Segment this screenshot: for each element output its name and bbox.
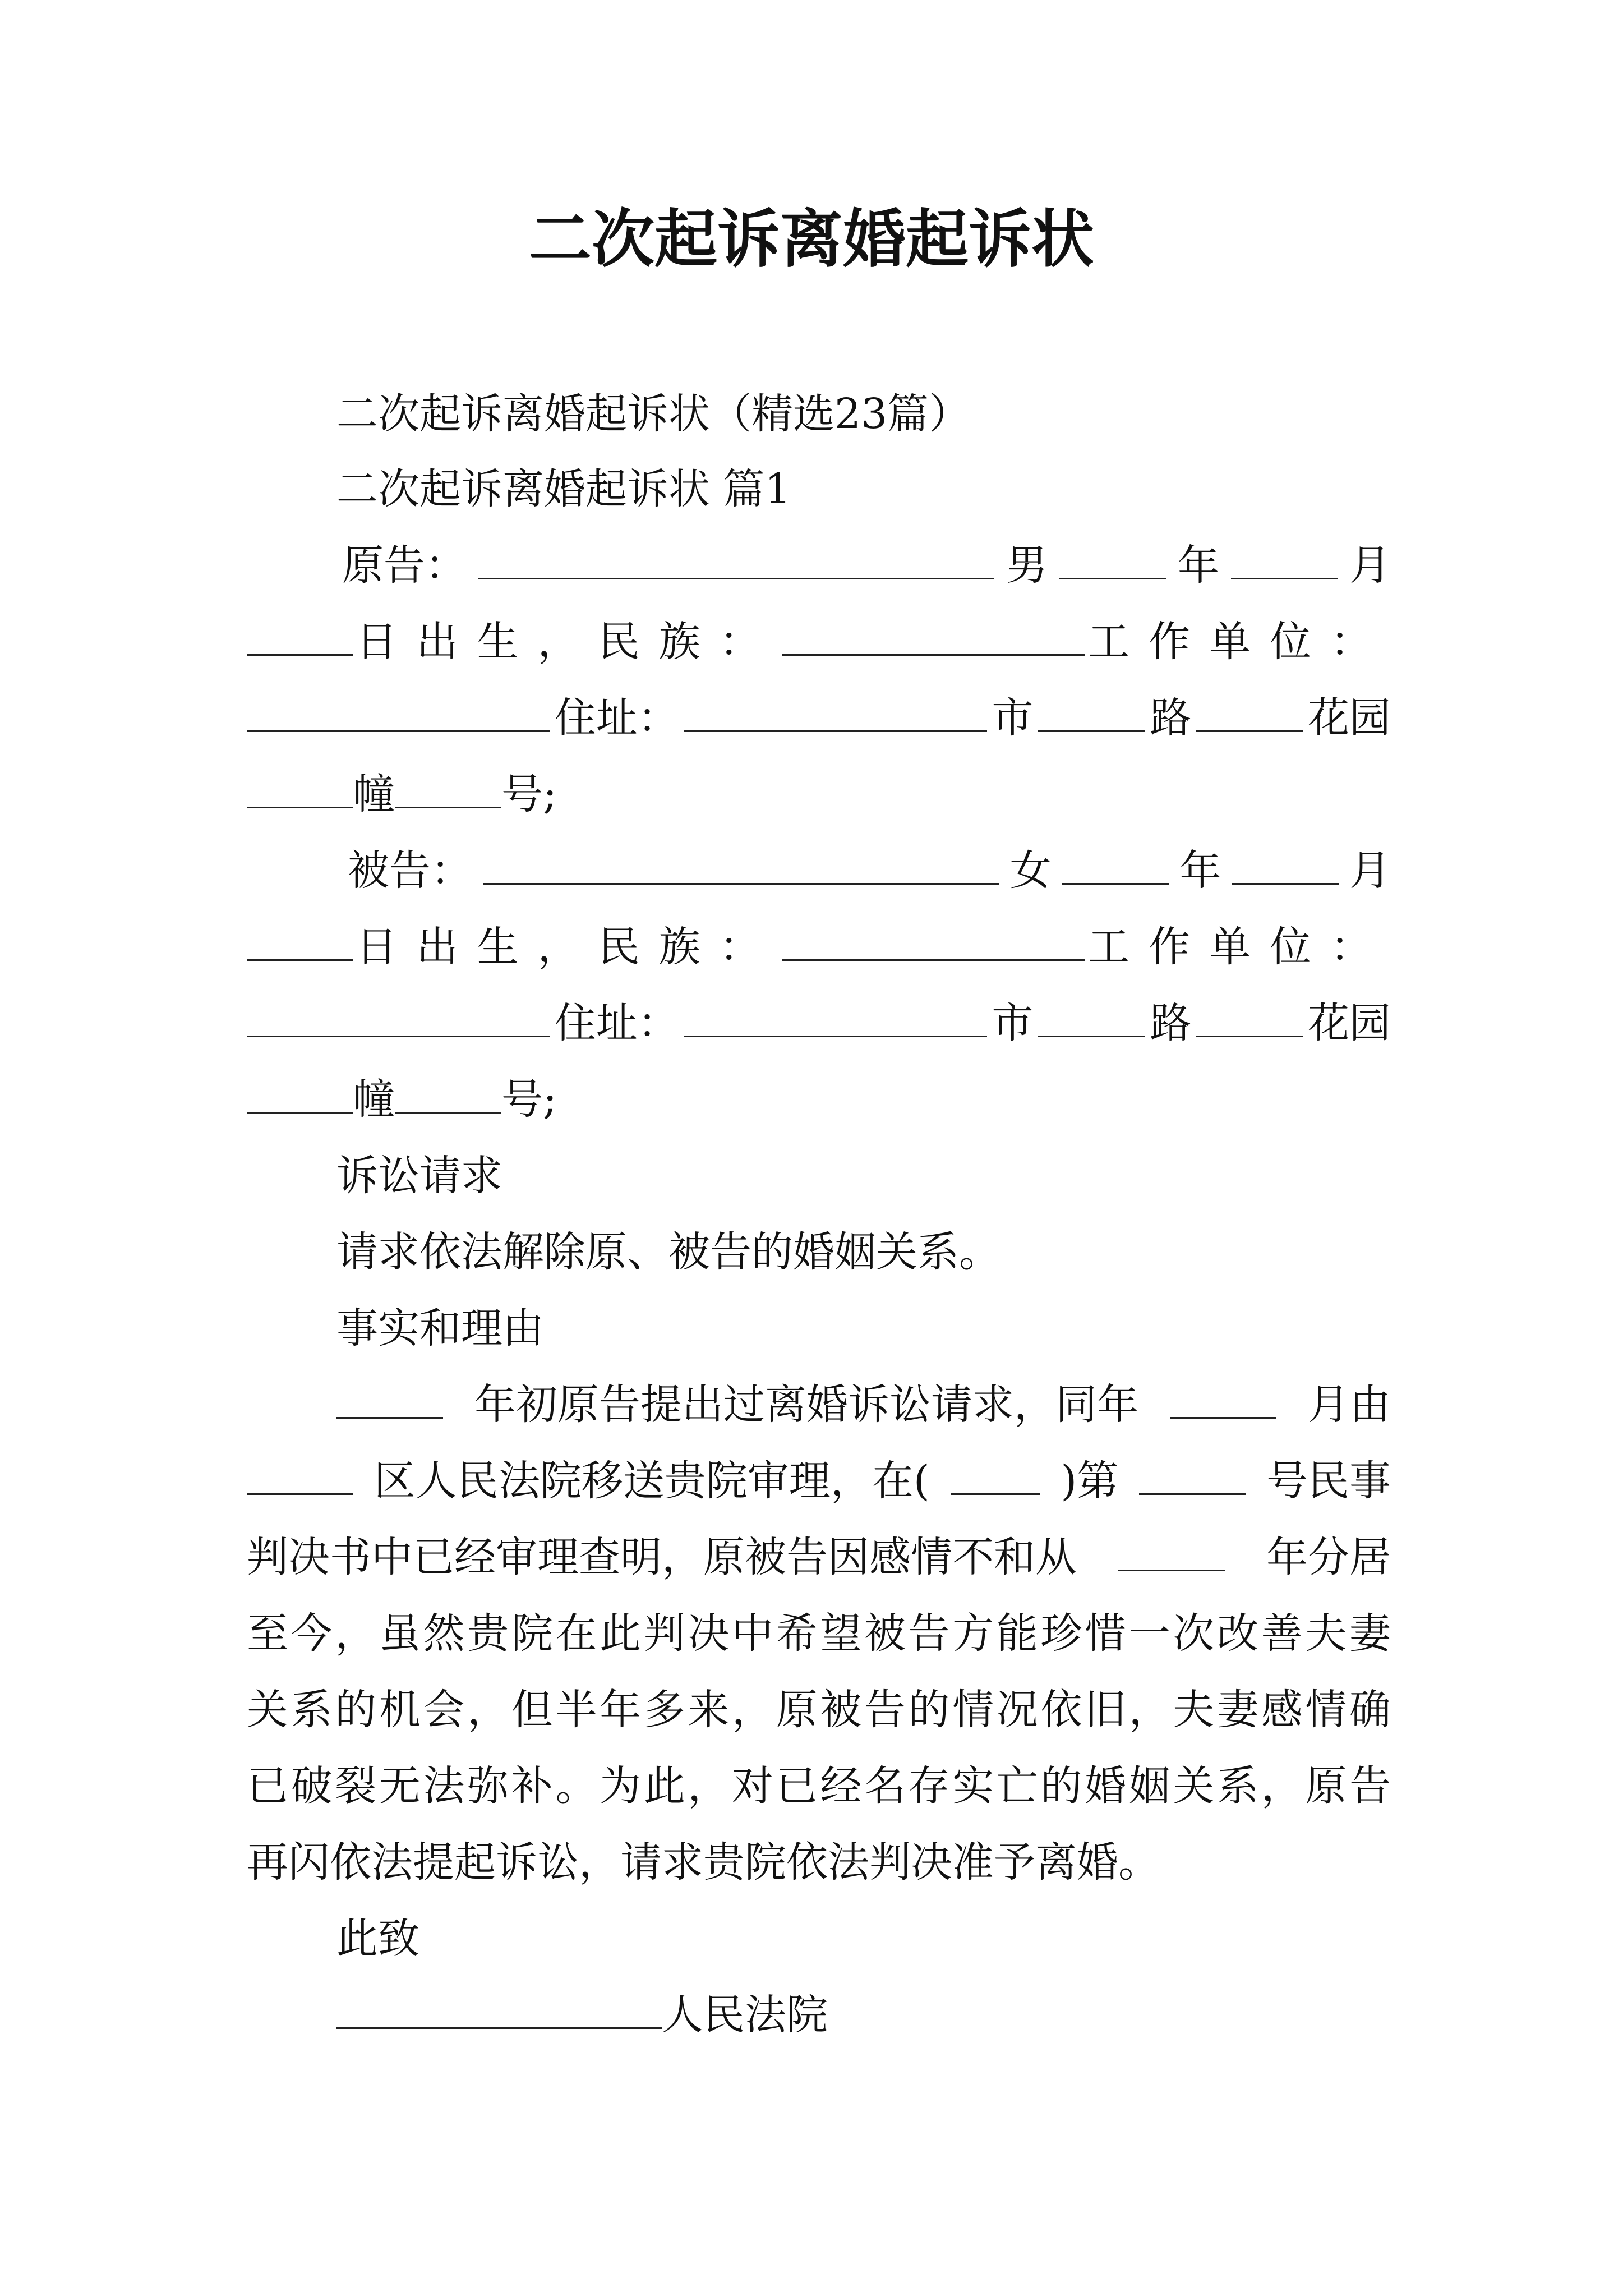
court-label: 人民法院 (662, 1991, 828, 2039)
plaintiff-line-1 (342, 537, 1391, 593)
facts-text-2a: 区人民法院移送贵院审理，在( (374, 1457, 930, 1505)
facts-line-3 (247, 1529, 1391, 1585)
facts-line-5: 关系的机会，但半年多来，原被告的情况依旧，夫妻感情确 (247, 1686, 1391, 1734)
plaintiff-ethnicity-blank (782, 617, 1085, 656)
defendant-number-label: 号; (501, 1075, 557, 1124)
defendant-birth-text: 日出生，民族： (356, 923, 780, 971)
defendant-year-blank (1062, 846, 1169, 885)
plaintiff-line-3 (247, 690, 1391, 746)
defendant-work-unit-label: 工作单位： (1087, 923, 1391, 971)
defendant-address-blank (684, 999, 987, 1037)
plaintiff-road-blank (1038, 693, 1145, 732)
facts-month-blank (1170, 1380, 1276, 1419)
facts-heading: 事实和理由 (336, 1304, 544, 1352)
defendant-number-blank (395, 1075, 501, 1114)
plaintiff-day-blank (247, 617, 353, 656)
defendant-month-label: 月 (1349, 846, 1391, 895)
plaintiff-number-blank (395, 770, 501, 808)
defendant-ethnicity-blank (782, 922, 1085, 961)
facts-line-2 (247, 1453, 1391, 1509)
plaintiff-building-label: 幢 (353, 770, 395, 818)
facts-text-3b: 年分居 (1266, 1533, 1391, 1581)
plaintiff-year-label: 年 (1178, 541, 1219, 590)
defendant-day-blank (247, 922, 353, 961)
plaintiff-year-blank (1059, 541, 1166, 579)
defendant-address-label: 住址： (554, 999, 679, 1047)
claims-text: 请求依法解除原、被告的婚姻关系。 (336, 1228, 1000, 1276)
defendant-road-blank (1038, 999, 1145, 1037)
plaintiff-road-label: 路 (1150, 694, 1192, 742)
defendant-line-3 (247, 995, 1391, 1051)
facts-line-6: 已破裂无法弥补。为此，对已经名存实亡的婚姻关系，原告 (247, 1762, 1391, 1810)
plaintiff-label: 原告： (342, 541, 467, 590)
facts-text-2c: 号民事 (1266, 1457, 1391, 1505)
defendant-year-label: 年 (1179, 846, 1221, 895)
plaintiff-garden-blank (1196, 693, 1303, 732)
plaintiff-name-blank (478, 541, 994, 579)
defendant-gender: 女 (1009, 846, 1052, 895)
plaintiff-birth-text: 日出生，民族： (356, 618, 780, 666)
plaintiff-number-label: 号; (501, 770, 557, 818)
plaintiff-building-blank (247, 770, 353, 808)
facts-line-4: 至今，虽然贵院在此判决中希望被告方能珍惜一次改善夫妻 (247, 1609, 1391, 1658)
document-title: 二次起诉离婚起诉状 (529, 203, 1094, 276)
defendant-line-1 (348, 843, 1391, 899)
court-line (336, 1987, 1391, 2043)
defendant-building-label: 幢 (353, 1075, 395, 1124)
facts-text-3a: 判决书中已经审理查明，原被告因感情不和从 (247, 1533, 1077, 1581)
facts-separation-year-blank (1118, 1533, 1225, 1571)
facts-district-blank (247, 1456, 353, 1495)
plaintiff-garden-label: 花园 (1307, 694, 1391, 742)
court-name-blank (336, 1990, 662, 2029)
closing-text: 此致 (336, 1915, 419, 1963)
defendant-label: 被告： (348, 846, 472, 895)
facts-case-number-blank (1139, 1456, 1246, 1495)
section-heading: 二次起诉离婚起诉状 篇1 (336, 465, 791, 513)
plaintiff-address-blank (684, 693, 987, 732)
plaintiff-city-label: 市 (992, 694, 1034, 742)
plaintiff-gender: 男 (1006, 541, 1048, 590)
plaintiff-month-blank (1231, 541, 1338, 579)
defendant-month-blank (1232, 846, 1339, 885)
defendant-city-label: 市 (992, 999, 1034, 1047)
defendant-name-blank (483, 846, 999, 885)
plaintiff-work-unit-blank (247, 693, 550, 732)
subtitle: 二次起诉离婚起诉状（精选23篇） (336, 390, 971, 438)
plaintiff-address-label: 住址： (554, 694, 679, 742)
plaintiff-line-4 (247, 766, 1391, 822)
facts-text-2b: )第 (1061, 1457, 1119, 1505)
facts-case-year-blank (951, 1456, 1040, 1495)
facts-line-7: 再闪依法提起诉讼，请求贵院依法判决准予离婚。 (247, 1838, 1160, 1887)
plaintiff-month-label: 月 (1349, 541, 1391, 590)
claims-heading: 诉讼请求 (336, 1152, 502, 1200)
plaintiff-work-unit-label: 工作单位： (1087, 618, 1391, 666)
defendant-line-4 (247, 1071, 1391, 1128)
defendant-building-blank (247, 1075, 353, 1114)
defendant-garden-blank (1196, 999, 1303, 1037)
facts-text-1a: 年初原告提出过离婚诉讼请求，同年 (474, 1381, 1138, 1429)
facts-text-1b: 月由 (1308, 1381, 1391, 1429)
plaintiff-line-2 (247, 614, 1391, 670)
facts-year-blank (336, 1380, 443, 1419)
defendant-work-unit-blank (247, 999, 550, 1037)
facts-line-1 (336, 1377, 1391, 1433)
defendant-line-2 (247, 919, 1391, 975)
defendant-garden-label: 花园 (1307, 999, 1391, 1047)
defendant-road-label: 路 (1150, 999, 1192, 1047)
